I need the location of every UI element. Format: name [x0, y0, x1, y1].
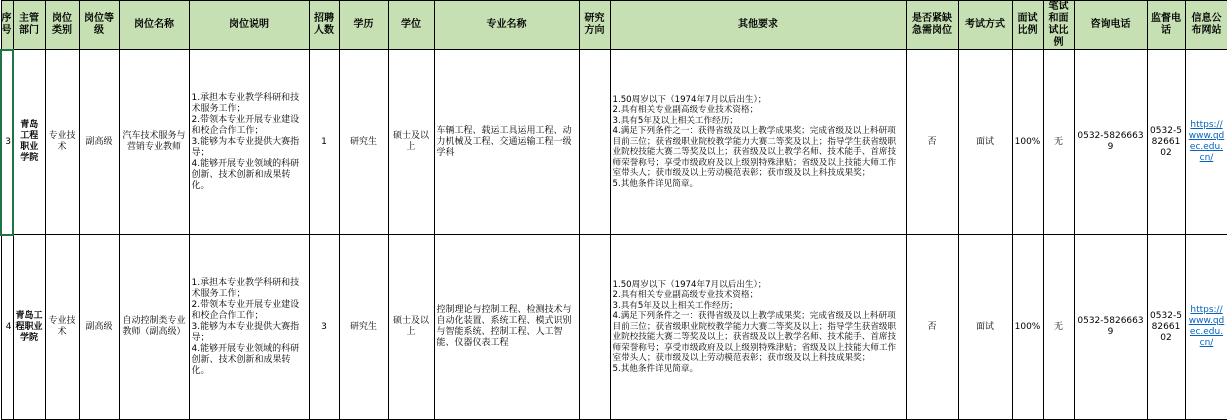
cell-site-link[interactable]: https://www.qdec.edu.cn/ — [1185, 235, 1227, 420]
cell-category[interactable]: 专业技术 — [45, 235, 79, 420]
cell-dept[interactable]: 青岛工程职业学院 — [13, 235, 45, 420]
header-grade[interactable]: 岗位等级 — [79, 1, 119, 50]
cell-category[interactable]: 专业技术 — [45, 50, 79, 235]
header-major[interactable]: 专业名称 — [434, 1, 579, 50]
header-site[interactable]: 信息公布网站 — [1185, 1, 1227, 50]
cell-written[interactable]: 无 — [1043, 50, 1074, 235]
header-urgent[interactable]: 是否紧缺急需岗位 — [906, 1, 958, 50]
header-phone[interactable]: 咨询电话 — [1074, 1, 1147, 50]
header-exam[interactable]: 考试方式 — [958, 1, 1012, 50]
cell-desc[interactable]: 1.承担本专业教学科研和技术服务工作； 2.带领本专业开展专业建设和校企合作工作； 3.能够为本专业提供大赛指导； 4.能够开展专业领域的科研创新、技术创新和成果转化。 — [189, 50, 309, 235]
header-other[interactable]: 其他要求 — [610, 1, 906, 50]
cell-phone[interactable]: 0532-58266639 — [1074, 235, 1147, 420]
header-row — [1, 1, 1227, 50]
cell-site-link[interactable]: https://www.qdec.edu.cn/ — [1185, 50, 1227, 235]
cell-exam[interactable]: 面试 — [958, 50, 1012, 235]
cell-grade[interactable]: 副高级 — [79, 50, 119, 235]
cell-count[interactable]: 3 — [309, 235, 339, 420]
cell-other[interactable]: 1.50周岁以下（1974年7月以后出生）； 2.具有相关专业副高级专业技术资格； 3.具有5年及以上相关工作经历； 4.满足下列条件之一：获得省级及以上教学成果奖；完成省级及以上科研项目前三位；获省级职业院校教学能力大赛二等奖及以上；指导学生获省级职业院校技能大赛二等奖及以上；获省级及以上教学名师、技术能手、首席技师荣誉称号；享受市级政府及以上级别特殊津贴；省级及以上技能大师工作室带头人；获市级及以上劳动模范表彰；获市级及以上科技成果奖； 5.其他条件详见简章。 — [610, 235, 906, 420]
cell-dept[interactable]: 青岛工程职业学院 — [13, 50, 45, 235]
cell-ratio[interactable]: 100% — [1012, 50, 1043, 235]
cell-degree[interactable]: 硕士及以上 — [388, 235, 434, 420]
table-row — [1, 50, 1227, 235]
cell-grade[interactable]: 副高级 — [79, 235, 119, 420]
header-written[interactable]: 笔试和面试比例 — [1043, 1, 1074, 50]
cell-research[interactable] — [579, 235, 610, 420]
cell-count[interactable]: 1 — [309, 50, 339, 235]
cell-name[interactable]: 汽车技术服务与营销专业教师 — [119, 50, 189, 235]
cell-name[interactable]: 自动控制类专业教师（副高级） — [119, 235, 189, 420]
cell-seq[interactable]: 3 — [1, 50, 13, 235]
cell-major[interactable]: 车辆工程、载运工具运用工程、动力机械及工程、交通运输工程一级学科 — [434, 50, 579, 235]
header-edu[interactable]: 学历 — [339, 1, 388, 50]
cell-research[interactable] — [579, 50, 610, 235]
cell-major[interactable]: 控制理论与控制工程、检测技术与自动化装置、系统工程、模式识别与智能系统、控制工程、人工智能、仪器仪表工程 — [434, 235, 579, 420]
cell-seq[interactable]: 4 — [1, 235, 13, 420]
cell-edu[interactable]: 研究生 — [339, 50, 388, 235]
header-ratio[interactable]: 面试比例 — [1012, 1, 1043, 50]
table-row — [1, 235, 1227, 420]
cell-desc[interactable]: 1.承担本专业教学科研和技术服务工作； 2.带领本专业开展专业建设和校企合作工作； 3.能够为本专业提供大赛指导； 4.能够开展专业领域的科研创新、技术创新和成果转化。 — [189, 235, 309, 420]
cell-phone[interactable]: 0532-58266639 — [1074, 50, 1147, 235]
header-dept[interactable]: 主管部门 — [13, 1, 45, 50]
cell-ratio[interactable]: 100% — [1012, 235, 1043, 420]
header-desc[interactable]: 岗位说明 — [189, 1, 309, 50]
header-category[interactable]: 岗位类别 — [45, 1, 79, 50]
header-seq[interactable]: 序号 — [1, 1, 13, 50]
header-supervise[interactable]: 监督电话 — [1147, 1, 1185, 50]
cell-edu[interactable]: 研究生 — [339, 235, 388, 420]
cell-other[interactable]: 1.50周岁以下（1974年7月以后出生）； 2.具有相关专业副高级专业技术资格； 3.具有5年及以上相关工作经历； 4.满足下列条件之一：获得省级及以上教学成果奖；完成省级及以上科研项目前三位；获省级职业院校教学能力大赛二等奖及以上；指导学生获省级职业院校技能大赛二等奖及以上；获省级及以上教学名师、技术能手、首席技师荣誉称号；享受市级政府及以上级别特殊津贴；省级及以上技能大师工作室带头人；获市级及以上劳动模范表彰；获市级及以上科技成果奖； 5.其他条件详见简章。 — [610, 50, 906, 235]
header-count[interactable]: 招聘人数 — [309, 1, 339, 50]
cell-urgent[interactable]: 否 — [906, 50, 958, 235]
cell-degree[interactable]: 硕士及以上 — [388, 50, 434, 235]
cell-exam[interactable]: 面试 — [958, 235, 1012, 420]
cell-supervise[interactable]: 0532-58266102 — [1147, 235, 1185, 420]
cell-supervise[interactable]: 0532-58266102 — [1147, 50, 1185, 235]
header-name[interactable]: 岗位名称 — [119, 1, 189, 50]
header-degree[interactable]: 学位 — [388, 1, 434, 50]
header-research[interactable]: 研究方向 — [579, 1, 610, 50]
cell-urgent[interactable]: 否 — [906, 235, 958, 420]
cell-written[interactable]: 无 — [1043, 235, 1074, 420]
